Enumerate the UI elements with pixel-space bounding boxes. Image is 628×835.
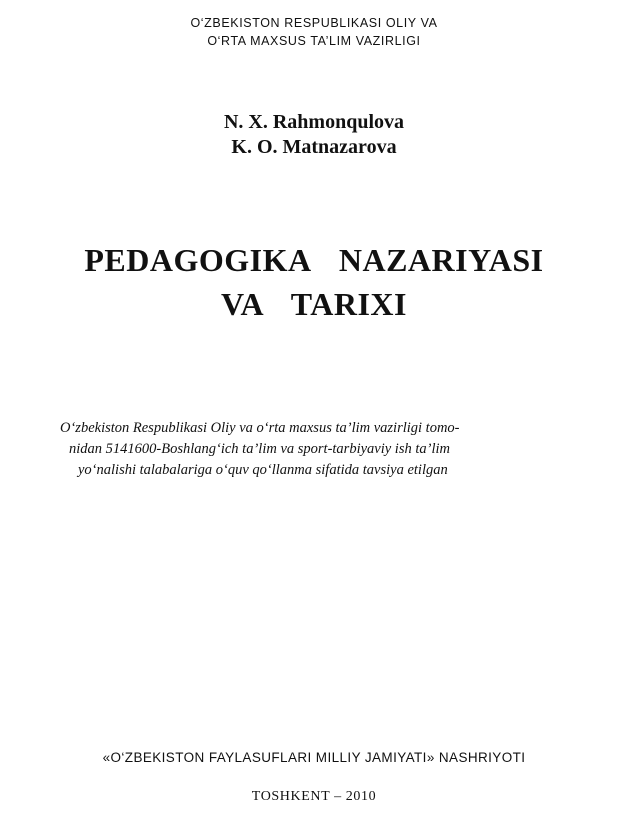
city-year: TOSHKENT – 2010 (251, 789, 377, 804)
approval-line-1: O‘zbekiston Respublikasi Oliy va o‘rta maxsus ta’lim vazirligi tomo- (60, 420, 460, 436)
ministry-header (0, 14, 628, 50)
approval-line-3: yo‘nalishi talabalariga o‘quv qo‘llanma sifatida tavsiya etilgan (78, 462, 448, 478)
ministry-line-2: O‘RTA MAXSUS TA’LIM VAZIRLIGI (207, 34, 421, 48)
author-1: N. X. Rahmonqulova (223, 111, 405, 133)
book-title-line-1: PEDAGOGIKA NAZARIYASI (84, 242, 544, 278)
approval-line-2: nidan 5141600-Boshlang‘ich ta’lim va sport-tarbiyaviy ish ta’lim (69, 441, 450, 457)
book-title-line-2: VA TARIXI (221, 286, 407, 322)
author-2: K. O. Matnazarova (231, 136, 397, 158)
publisher: «O‘ZBEKISTON FAYLASUFLARI MILLIY JAMIYATI» NASHRIYOTI (102, 750, 526, 765)
ministry-line-1: O‘ZBEKISTON RESPUBLIKASI OLIY VA (190, 16, 438, 30)
book-title (0, 238, 628, 326)
approval-note (60, 418, 570, 481)
authors (0, 110, 628, 160)
